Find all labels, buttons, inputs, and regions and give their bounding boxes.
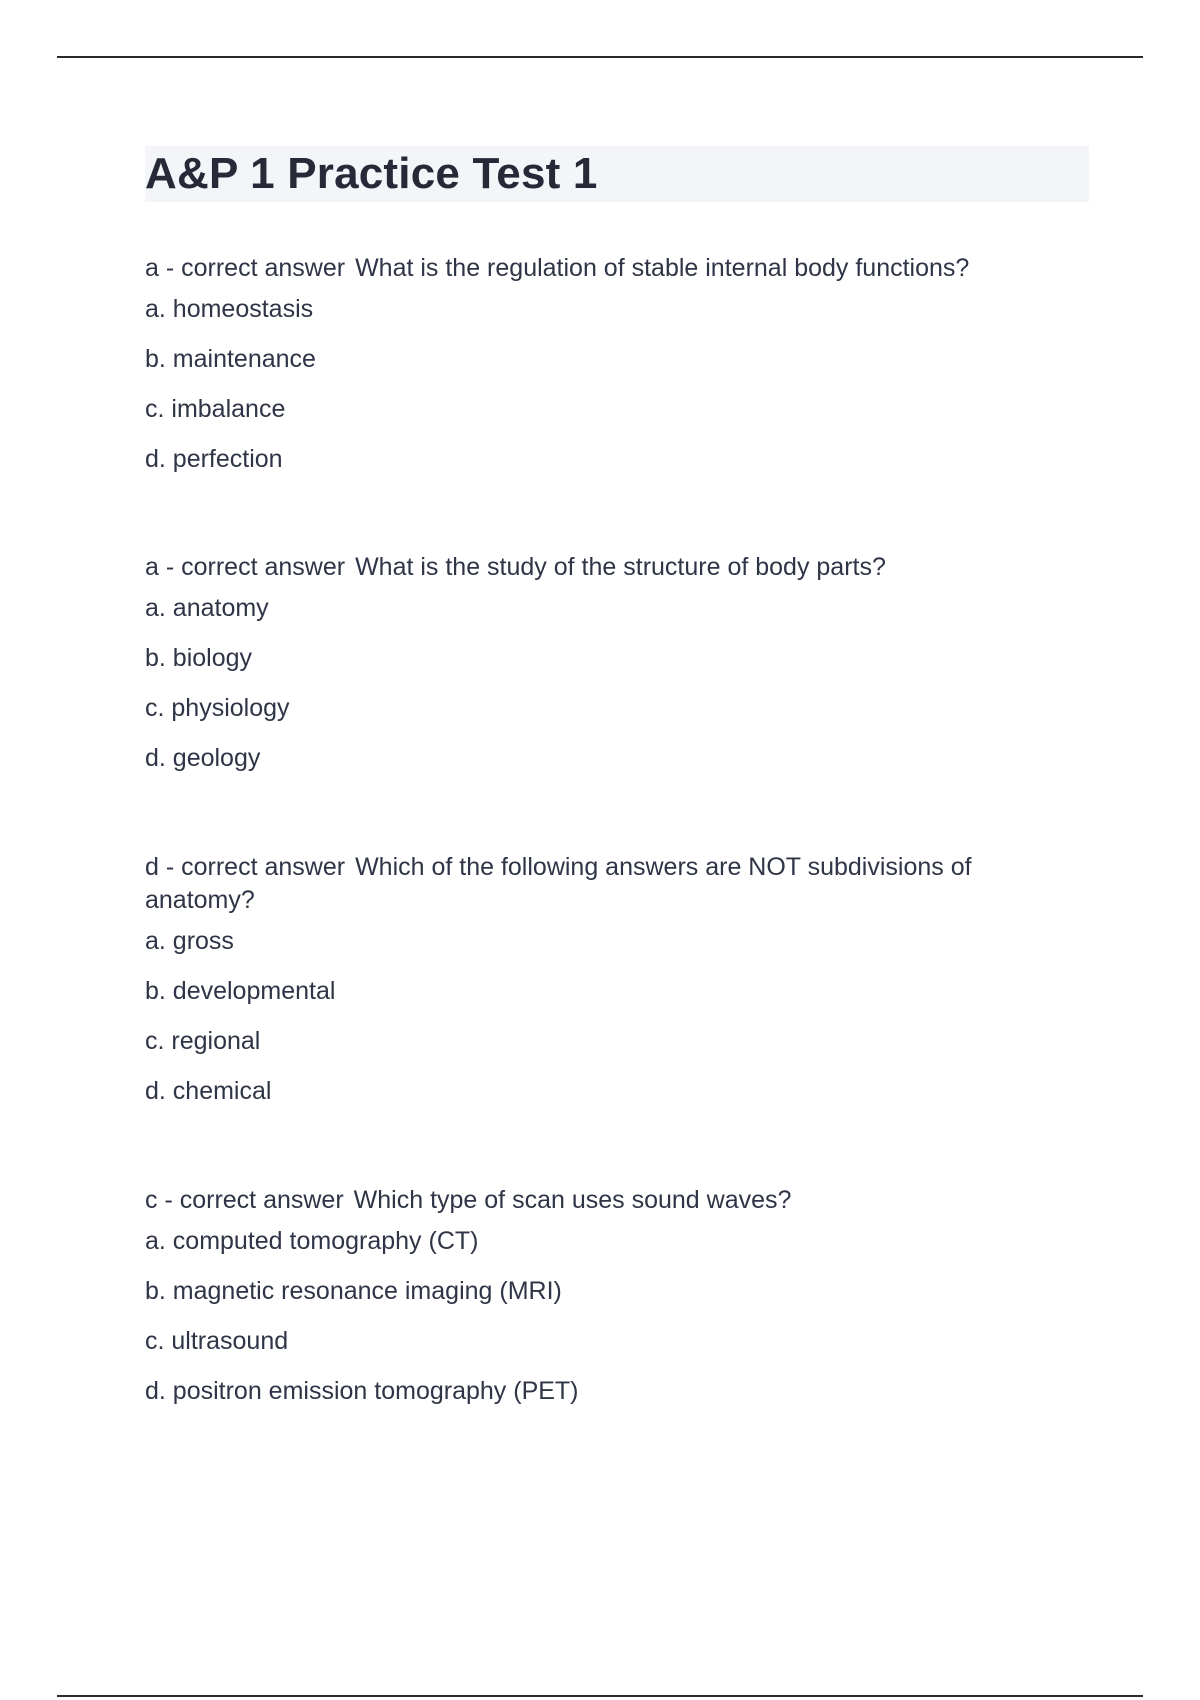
question-block-3 bbox=[145, 851, 1085, 1125]
question-block-4 bbox=[145, 1184, 1085, 1425]
answer-prefix: d - correct answer bbox=[145, 853, 346, 881]
question-block-1 bbox=[145, 252, 1085, 493]
option-d: d. geology bbox=[145, 744, 261, 772]
option-b: b. maintenance bbox=[145, 345, 316, 373]
option-a: a. gross bbox=[145, 927, 234, 955]
page-title: A&P 1 Practice Test 1 bbox=[145, 149, 598, 198]
question-text: Which of the following answers are NOT subdivisions of anatomy? bbox=[145, 853, 972, 914]
option-a: a. anatomy bbox=[145, 594, 269, 622]
option-b: b. developmental bbox=[145, 977, 336, 1005]
question-stem bbox=[145, 851, 1085, 917]
question-stem bbox=[145, 551, 1085, 584]
option-c: c. regional bbox=[145, 1027, 261, 1055]
question-stem bbox=[145, 1184, 1085, 1217]
option-c: c. imbalance bbox=[145, 395, 286, 423]
answer-prefix: c - correct answer bbox=[145, 1186, 344, 1214]
title-banner bbox=[145, 146, 1089, 202]
option-d: d. perfection bbox=[145, 445, 283, 473]
option-a: a. homeostasis bbox=[145, 295, 314, 323]
option-d: d. positron emission tomography (PET) bbox=[145, 1377, 579, 1405]
option-d: d. chemical bbox=[145, 1077, 272, 1105]
option-a: a. computed tomography (CT) bbox=[145, 1227, 479, 1255]
option-c: c. ultrasound bbox=[145, 1327, 289, 1355]
option-c: c. physiology bbox=[145, 694, 290, 722]
option-b: b. biology bbox=[145, 644, 253, 672]
answer-prefix: a - correct answer bbox=[145, 553, 346, 581]
question-block-2 bbox=[145, 551, 1085, 792]
question-text: What is the regulation of stable internal body functions? bbox=[355, 254, 970, 282]
question-text: What is the study of the structure of body parts? bbox=[355, 553, 886, 581]
bottom-divider bbox=[57, 1695, 1143, 1697]
top-divider bbox=[57, 56, 1143, 58]
answer-prefix: a - correct answer bbox=[145, 254, 346, 282]
option-b: b. magnetic resonance imaging (MRI) bbox=[145, 1277, 562, 1305]
question-text: Which type of scan uses sound waves? bbox=[353, 1186, 792, 1214]
question-stem bbox=[145, 252, 1085, 285]
